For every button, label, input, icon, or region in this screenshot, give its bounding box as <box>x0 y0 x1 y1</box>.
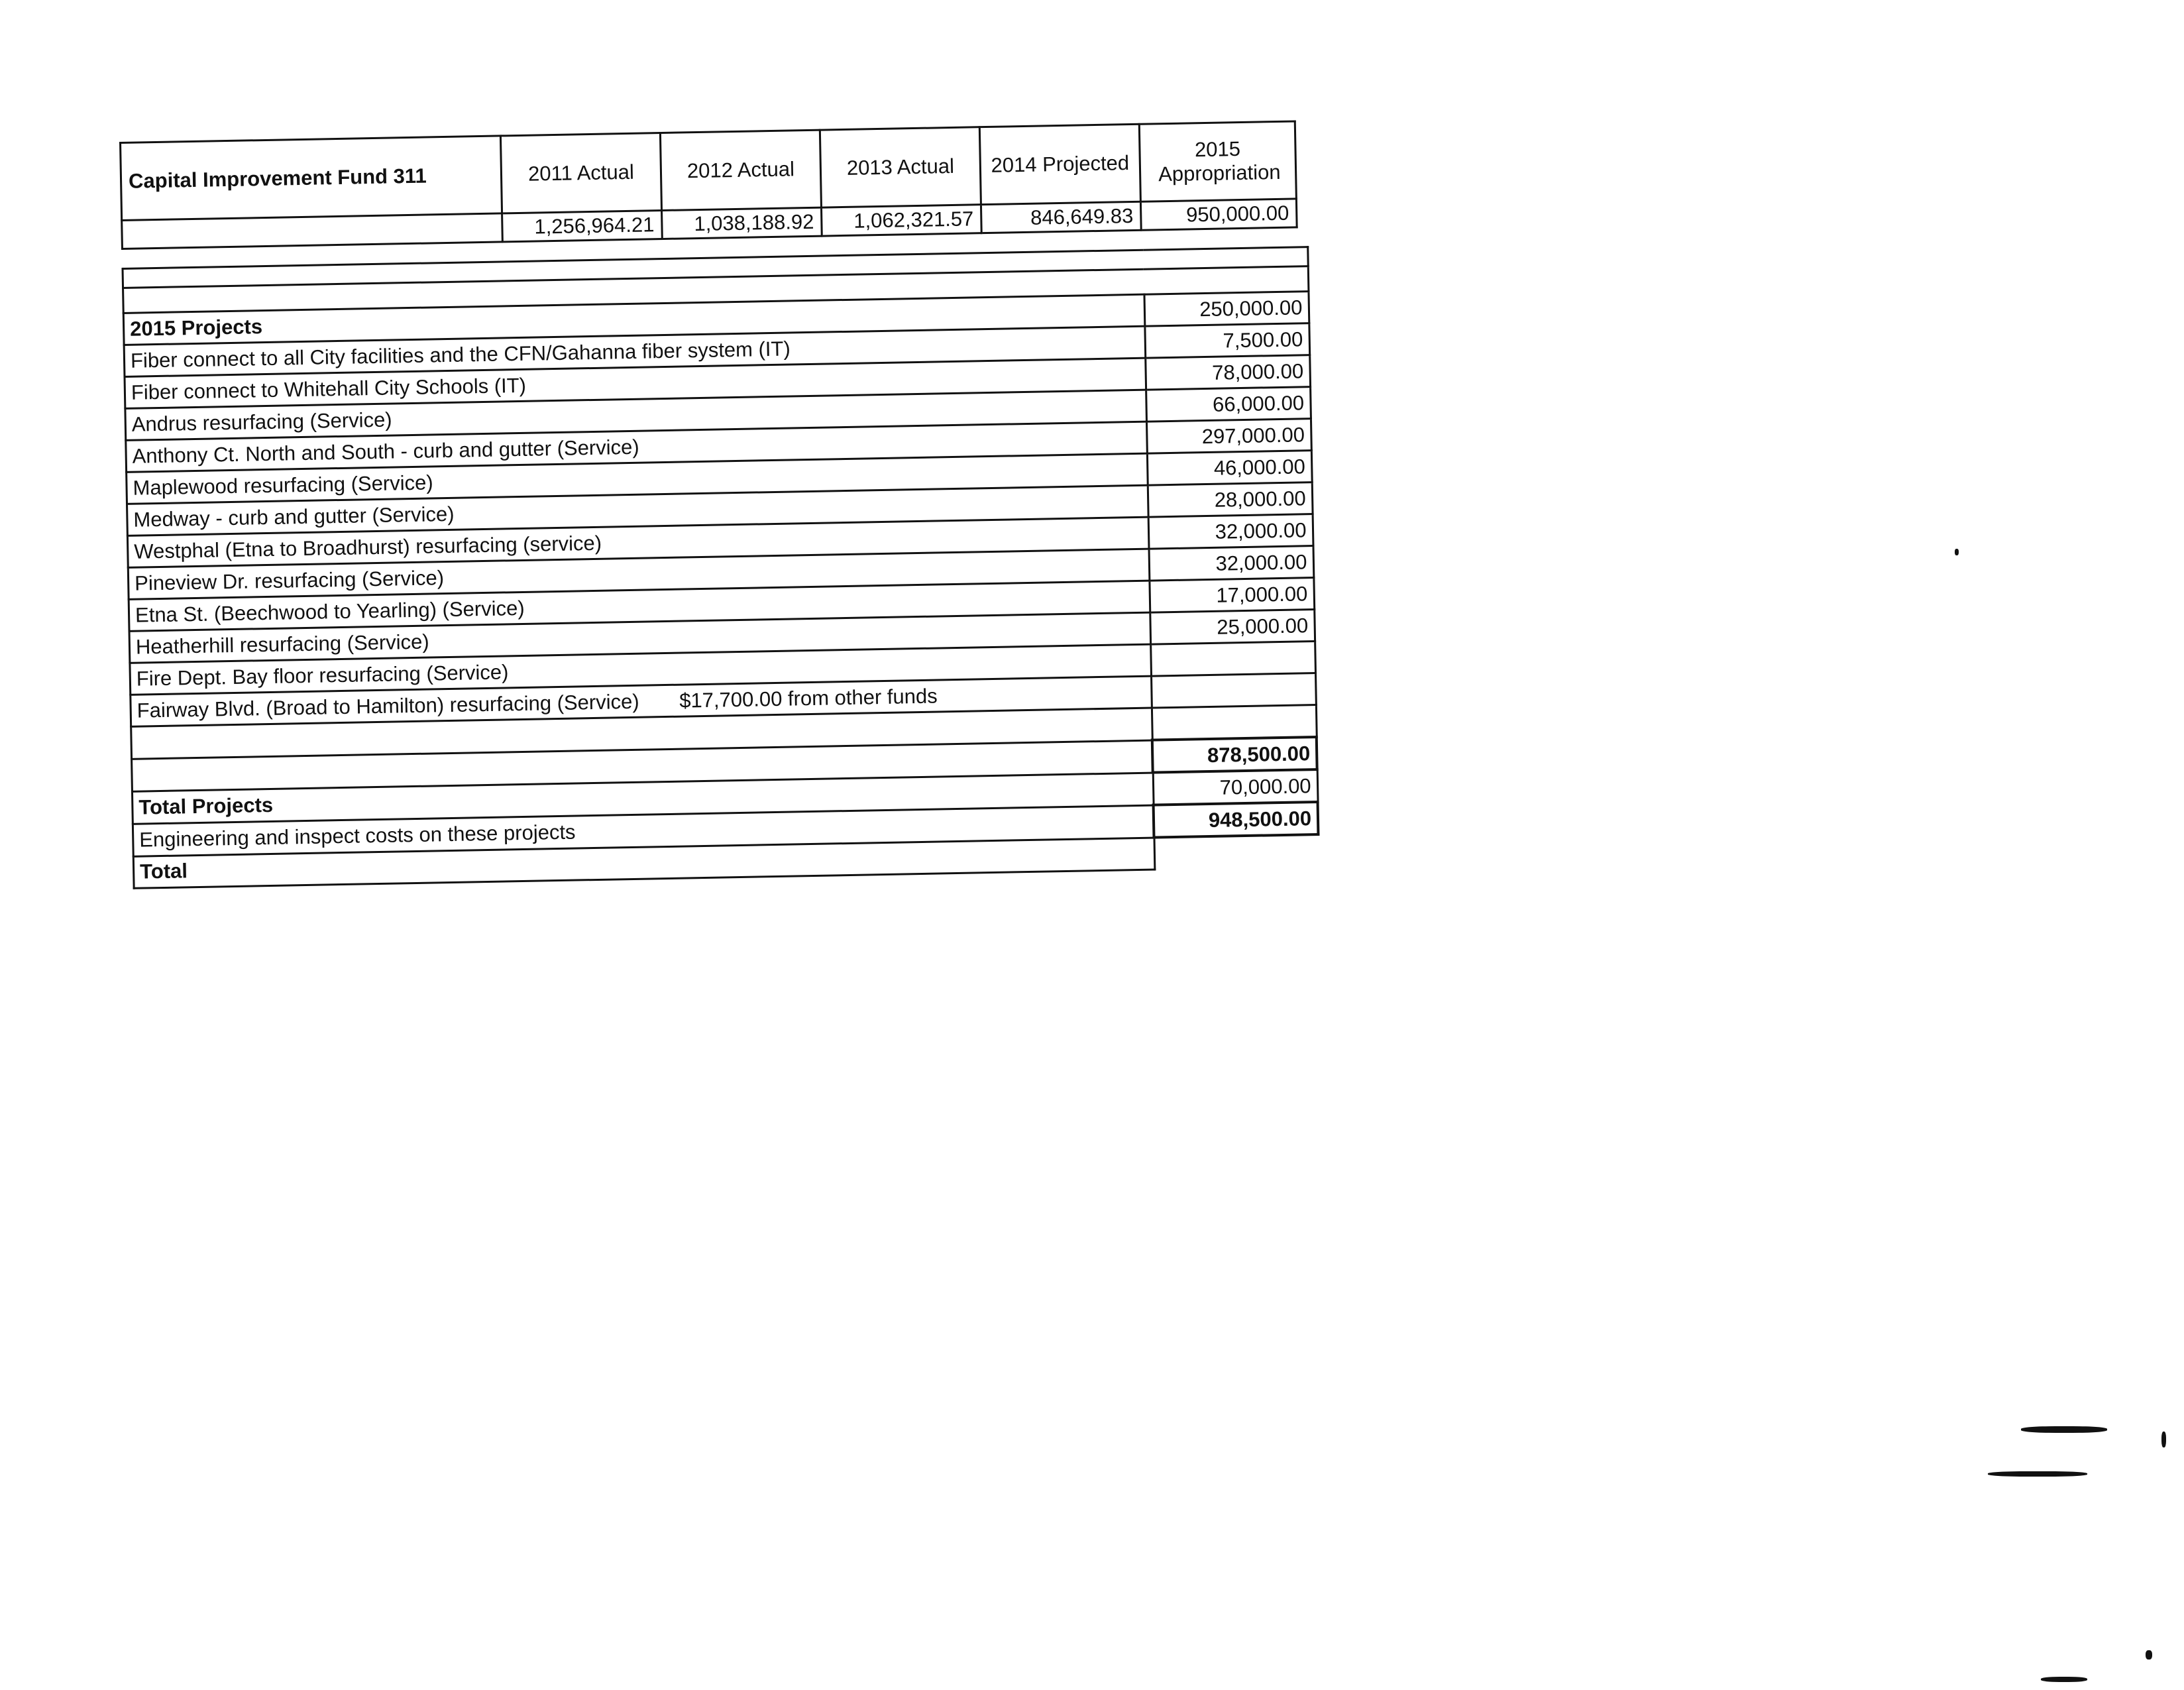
total-projects-label: Total Projects <box>132 773 1153 824</box>
project-name: Westphal (Etna to Broadhurst) resurfacing (service) <box>127 517 1148 567</box>
projects-table <box>121 246 1320 889</box>
fund-title: Capital Improvement Fund 311 <box>121 136 502 220</box>
col-2015-label: 2015 Appropriation <box>1158 137 1281 186</box>
col-2013: 2013 Actual <box>820 127 981 207</box>
project-amount: 250,000.00 <box>1144 292 1309 327</box>
values-row-label <box>122 213 503 249</box>
value-2011: 1,256,964.21 <box>502 211 663 242</box>
project-amount: 66,000.00 <box>1146 387 1311 422</box>
engineering-amount: 70,000.00 <box>1153 769 1318 805</box>
col-2015 <box>1139 121 1296 201</box>
project-name: Fire Dept. Bay floor resurfacing (Service) <box>130 644 1151 695</box>
project-name: Fiber connect to all City facilities and the CFN/Gahanna fiber system (IT) <box>124 326 1145 376</box>
project-amount <box>1150 642 1315 677</box>
value-2014: 846,649.83 <box>981 201 1141 233</box>
project-amount-empty <box>1151 673 1316 708</box>
project-amount: 17,000.00 <box>1149 578 1314 613</box>
project-name: Etna St. (Beechwood to Yearling) (Service) <box>129 581 1150 631</box>
budget-sheet <box>119 120 1312 883</box>
project-name: Pineview Dr. resurfacing (Service) <box>128 549 1149 599</box>
fund-summary-table <box>119 120 1298 250</box>
engineering-label: Engineering and inspect costs on these projects <box>133 805 1154 856</box>
value-2012: 1,038,188.92 <box>662 207 822 239</box>
project-note: $17,700.00 from other funds <box>679 684 938 712</box>
value-2013: 1,062,321.57 <box>821 205 981 236</box>
scan-artifact <box>2041 1677 2087 1682</box>
col-2012: 2012 Actual <box>660 130 821 210</box>
value-2015: 950,000.00 <box>1140 199 1297 230</box>
scan-artifact <box>1988 1471 2087 1477</box>
project-amount: 32,000.00 <box>1149 546 1314 581</box>
project-amount: 25,000.00 <box>1150 610 1315 645</box>
project-amount: 28,000.00 <box>1148 482 1313 518</box>
total-amount: 948,500.00 <box>1154 802 1319 838</box>
project-name: Heatherhill resurfacing (Service) <box>129 612 1150 663</box>
scan-artifact <box>1955 549 1959 555</box>
col-2014: 2014 Projected <box>979 124 1140 204</box>
project-name: Andrus resurfacing (Service) <box>125 390 1146 440</box>
project-name: Fiber connect to Whitehall City Schools (IT) <box>125 358 1146 408</box>
spacer-cell <box>1152 705 1317 740</box>
project-name: Maplewood resurfacing (Service) <box>127 453 1148 504</box>
project-amount: 78,000.00 <box>1145 355 1310 390</box>
scan-artifact <box>2021 1426 2107 1433</box>
col-2011: 2011 Actual <box>500 133 661 213</box>
project-amount: 32,000.00 <box>1148 514 1313 549</box>
total-row-empty <box>1154 834 1319 870</box>
project-name: Medway - curb and gutter (Service) <box>127 485 1148 535</box>
project-name: Anthony Ct. North and South - curb and gutter (Service) <box>126 422 1147 472</box>
total-projects-amount: 878,500.00 <box>1152 737 1317 773</box>
project-amount: 7,500.00 <box>1144 323 1309 359</box>
scan-artifact <box>2146 1650 2152 1660</box>
total-label: Total <box>133 838 1154 888</box>
project-amount: 297,000.00 <box>1146 419 1311 454</box>
projects-heading: 2015 Projects <box>123 294 1144 345</box>
project-name: Fairway Blvd. (Broad to Hamilton) resurfacing (Service) <box>136 689 639 722</box>
project-amount: 46,000.00 <box>1147 451 1312 486</box>
scan-artifact <box>2161 1432 2166 1447</box>
